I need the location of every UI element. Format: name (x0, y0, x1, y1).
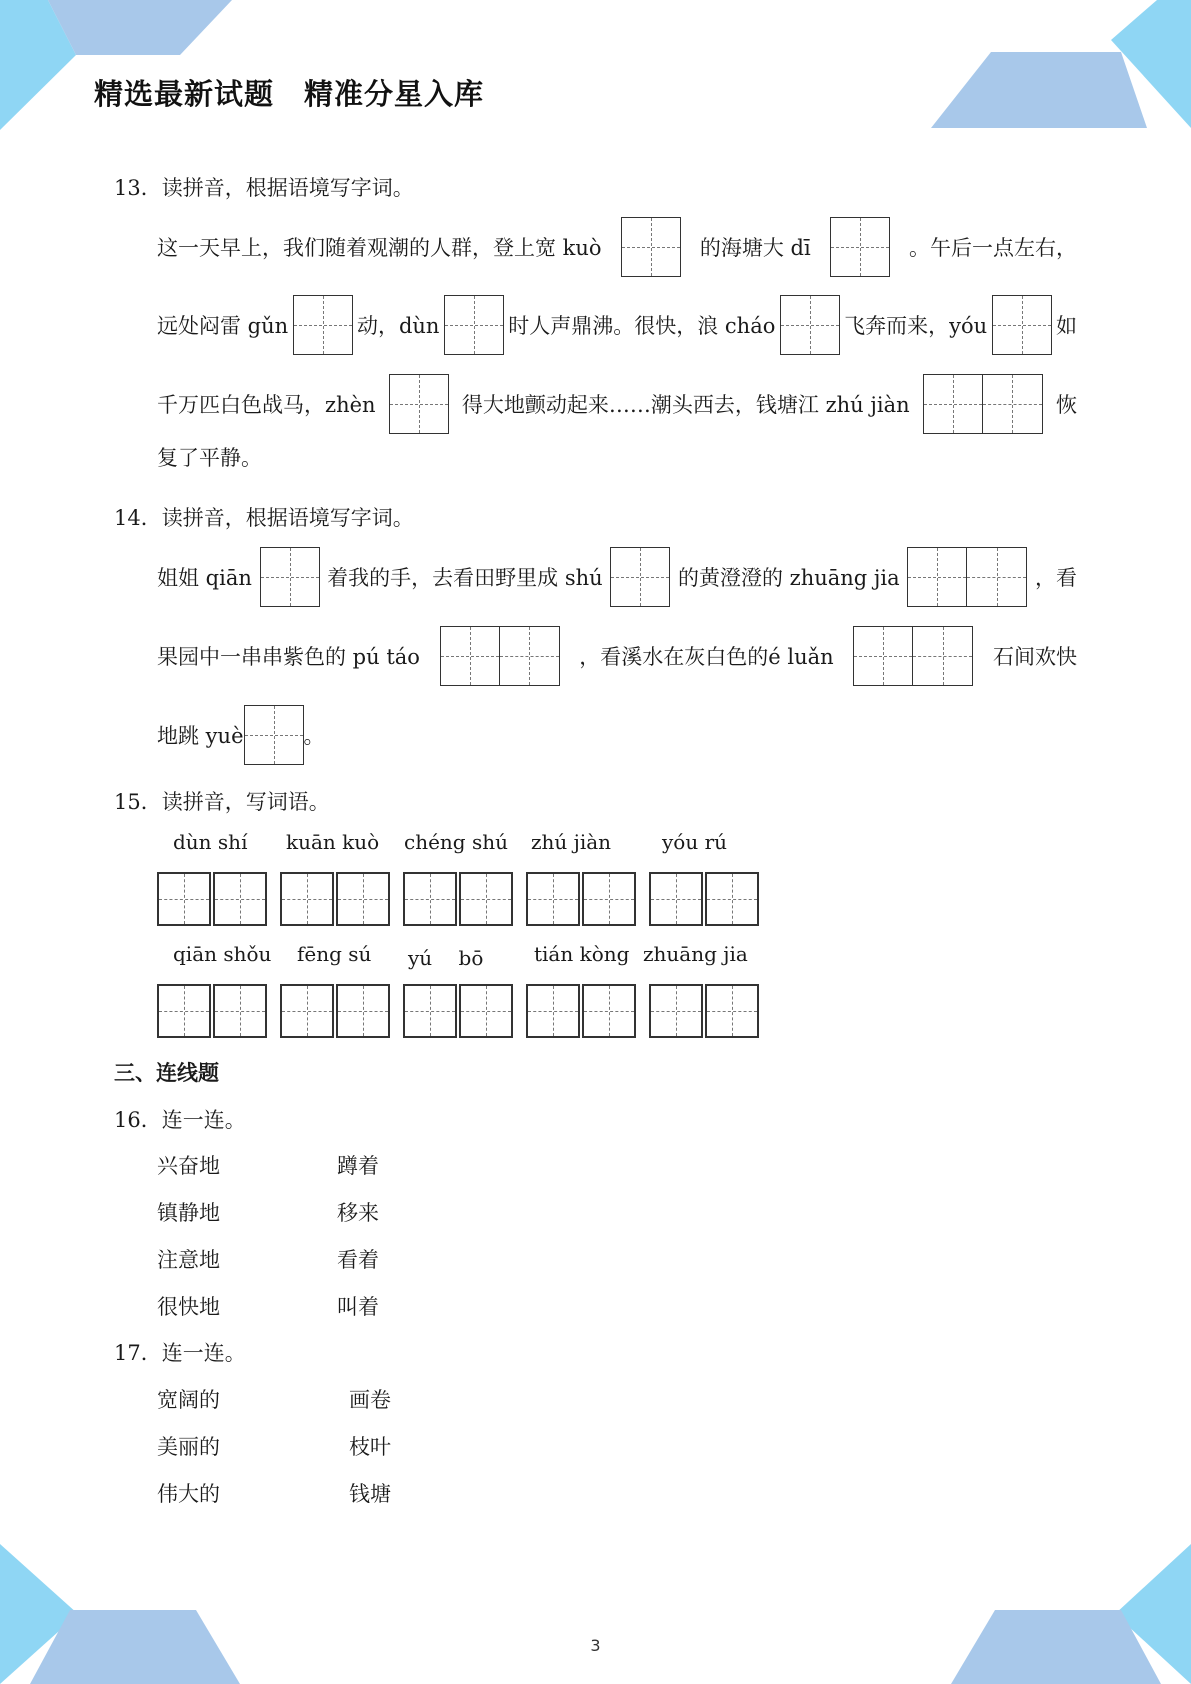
answer-grid[interactable] (403, 872, 513, 926)
answer-grid[interactable] (280, 872, 390, 926)
pinyin-label: yóu rú (662, 830, 728, 854)
match-left-item[interactable]: 注意地 (157, 1248, 220, 1272)
answer-box[interactable] (992, 295, 1052, 355)
answer-box-pair[interactable] (923, 374, 1043, 434)
q14-line-1 (157, 546, 1077, 608)
q14-line-2 (157, 625, 1077, 687)
answer-grid[interactable] (526, 984, 636, 1038)
q13-text: 动，dùn (356, 314, 440, 338)
answer-grid[interactable] (403, 984, 513, 1038)
q14-text: 着我的手，去看田野里成 shú (327, 566, 603, 590)
answer-box[interactable] (293, 295, 353, 355)
q16-title: 16．连一连。 (114, 1108, 246, 1132)
pinyin-label: kuān kuò (286, 830, 380, 854)
match-right-item[interactable]: 看着 (337, 1248, 379, 1272)
q14-text: 果园中一串串紫色的 pú táo (157, 645, 420, 669)
match-left-item[interactable]: 很快地 (157, 1295, 220, 1319)
pinyin-label: chéng shú (404, 830, 508, 854)
answer-box[interactable] (830, 217, 890, 277)
answer-grid[interactable] (157, 984, 267, 1038)
match-right-item[interactable]: 钱塘 (349, 1482, 391, 1506)
match-right-item[interactable]: 叫着 (337, 1295, 379, 1319)
answer-box[interactable] (260, 547, 320, 607)
q17-title: 17．连一连。 (114, 1341, 246, 1365)
page-header-title (94, 72, 484, 113)
answer-box[interactable] (444, 295, 504, 355)
q13-title: 13．读拼音，根据语境写字词。 (114, 176, 414, 200)
pinyin-label: zhú jiàn (531, 830, 612, 854)
answer-box-pair[interactable] (440, 626, 560, 686)
q14-text: 石间欢快 (993, 645, 1077, 669)
header-title-left: 精选最新试题 (94, 77, 275, 111)
q13-text: 的海塘大 dī (699, 236, 811, 260)
pinyin-label: fēng sú (297, 942, 372, 966)
q13-text: 得大地颤动起来……潮头西去，钱塘江 zhú jiàn (461, 393, 910, 417)
decor-top-right (931, 0, 1191, 130)
answer-grid[interactable] (526, 872, 636, 926)
answer-box-pair[interactable] (907, 547, 1027, 607)
match-left-item[interactable]: 美丽的 (157, 1435, 220, 1459)
q13-line-2 (157, 294, 1077, 356)
q13-line-3 (157, 373, 1077, 435)
q14-title: 14．读拼音，根据语境写字词。 (114, 506, 414, 530)
q13-text: 如 (1055, 314, 1077, 338)
q13-text: 这一天早上，我们随着观潮的人群，登上宽 kuò (157, 236, 602, 260)
q13-text: 。午后一点左右， (908, 236, 1077, 260)
match-right-item[interactable]: 枝叶 (349, 1435, 391, 1459)
q14-text: 地跳 yuè (157, 724, 244, 748)
answer-box[interactable] (389, 374, 449, 434)
q14-text: 。 (303, 724, 325, 748)
q13-text: 千万匹白色战马，zhèn (157, 393, 376, 417)
q13-text: 远处闷雷 gǔn (157, 314, 289, 338)
answer-grid[interactable] (649, 872, 759, 926)
q15-title: 15．读拼音，写词语。 (114, 790, 330, 814)
decor-bottom-right (941, 1544, 1191, 1684)
match-left-item[interactable]: 宽阔的 (157, 1388, 220, 1412)
q14-line-3 (157, 704, 1077, 766)
answer-box-pair[interactable] (853, 626, 973, 686)
match-left-item[interactable]: 伟大的 (157, 1482, 220, 1506)
q13-line-4: 复了平静。 (157, 446, 262, 470)
match-left-item[interactable]: 兴奋地 (157, 1154, 220, 1178)
decor-bottom-left (0, 1544, 250, 1684)
match-right-item[interactable]: 蹲着 (337, 1154, 379, 1178)
answer-box[interactable] (244, 705, 304, 765)
answer-box[interactable] (621, 217, 681, 277)
pinyin-label: tián kòng (534, 942, 630, 966)
q14-text: 姐姐 qiān (157, 566, 252, 590)
answer-grid[interactable] (157, 872, 267, 926)
q13-text: 时人声鼎沸。很快，浪 cháo (508, 314, 776, 338)
answer-box[interactable] (780, 295, 840, 355)
q13-line-1 (157, 216, 1077, 278)
pinyin-label: dùn shí (173, 830, 248, 854)
answer-grid[interactable] (280, 984, 390, 1038)
match-right-item[interactable]: 移来 (337, 1201, 379, 1225)
pinyin-label: yú bō (408, 946, 484, 970)
header-title-right: 精准分星入库 (304, 77, 485, 111)
page-number: 3 (590, 1636, 601, 1655)
q14-text: ，看溪水在灰白色的é luǎn (579, 645, 834, 669)
answer-grid[interactable] (649, 984, 759, 1038)
q14-text: ，看 (1034, 566, 1077, 590)
match-right-item[interactable]: 画卷 (349, 1388, 391, 1412)
q13-text: 飞奔而来，yóu (844, 314, 988, 338)
q14-text: 的黄澄澄的 zhuāng jia (677, 566, 900, 590)
pinyin-label: qiān shǒu (173, 942, 272, 966)
section-heading: 三、连线题 (114, 1061, 219, 1085)
match-left-item[interactable]: 镇静地 (157, 1201, 220, 1225)
pinyin-label: zhuāng jia (643, 942, 748, 966)
q13-text: 恢 (1055, 393, 1077, 417)
answer-box[interactable] (610, 547, 670, 607)
